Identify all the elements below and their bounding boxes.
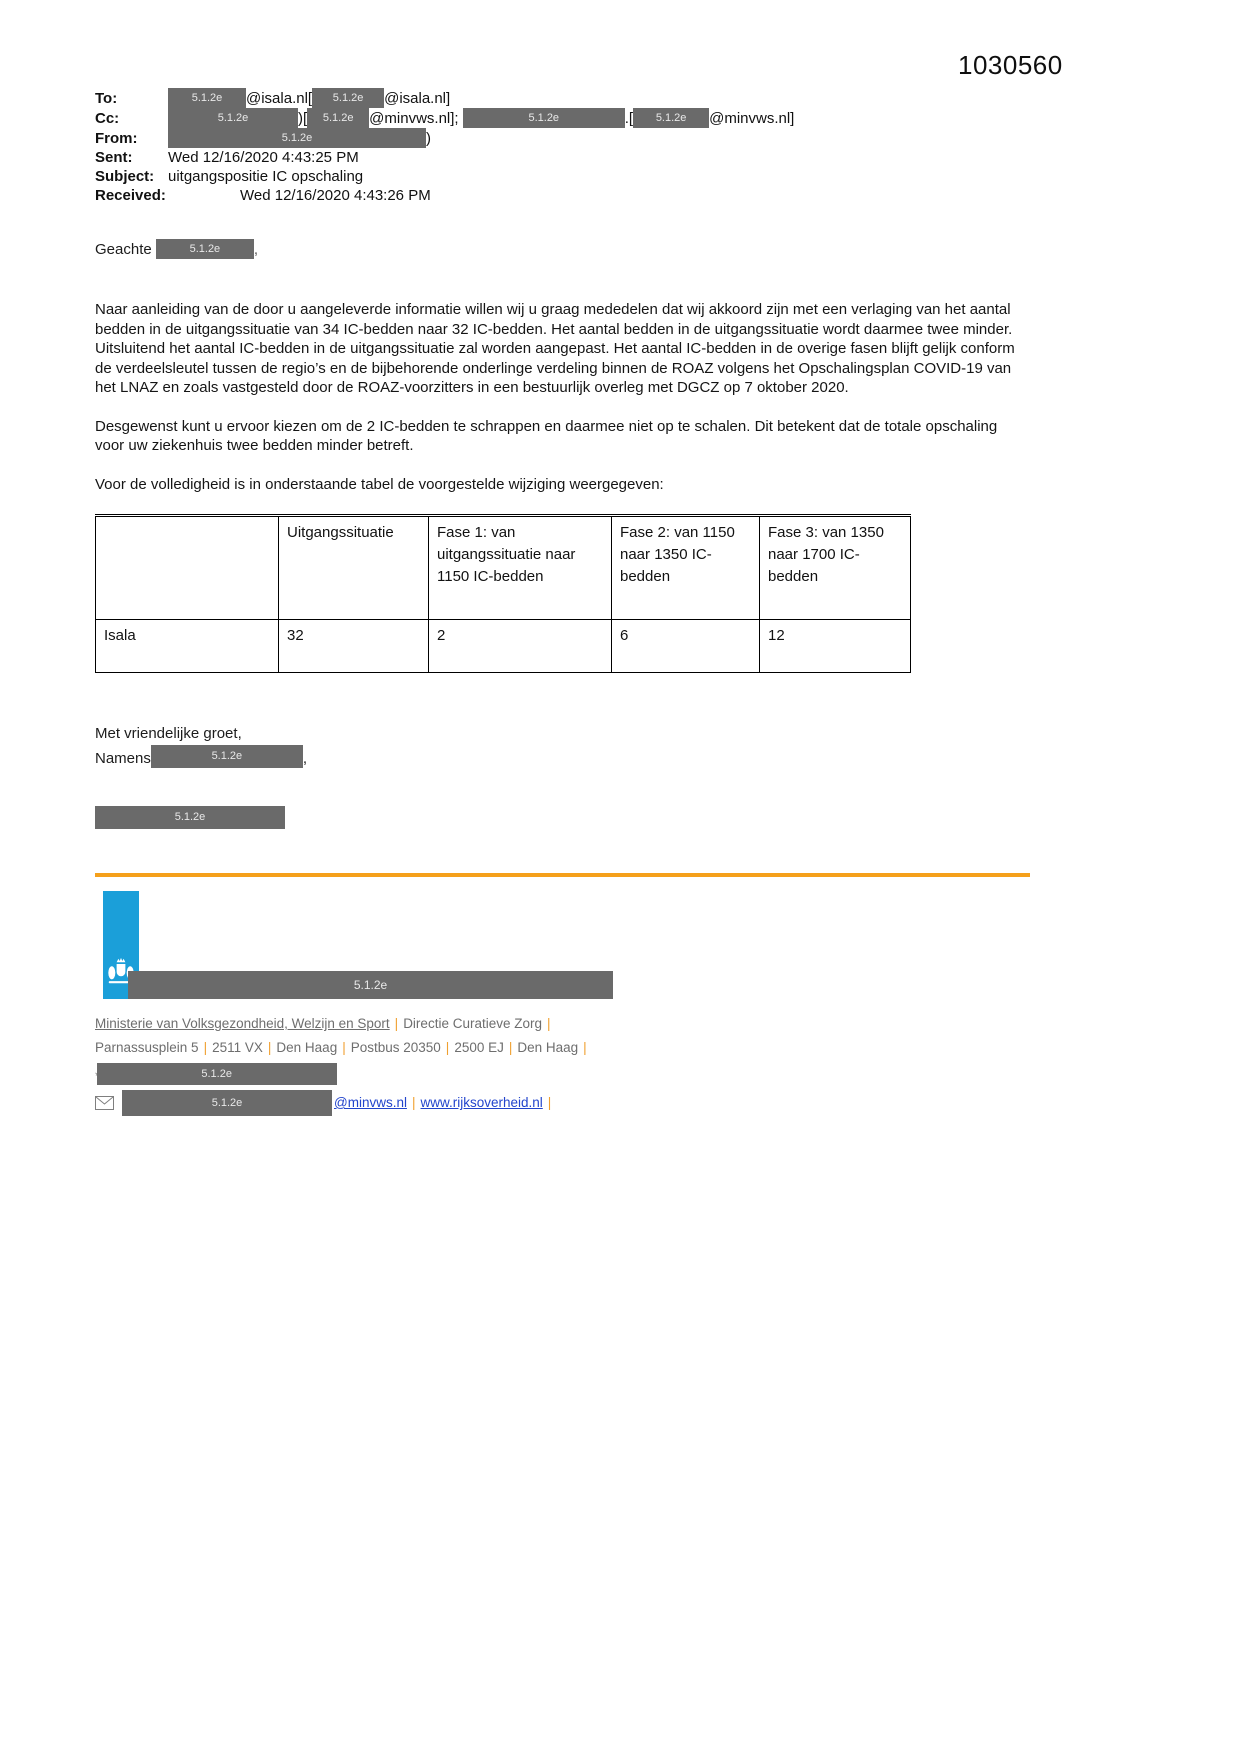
salutation-prefix: Geachte	[95, 241, 152, 258]
email-header	[95, 88, 1035, 205]
ministry-link[interactable]: Ministerie van Volksgezondheid, Welzijn en Sport	[95, 1016, 390, 1031]
ic-beds-table	[95, 514, 911, 673]
sent-label: Sent:	[95, 149, 133, 166]
body-paragraph-1: Naar aanleiding van de door u aangeleverde informatie willen wij u graag mededelen dat wij akkoord zijn met een verlaging van het aantal bedden in de uitgangssituatie van 34 IC-bedden naar 32 IC-bedden. Het aantal bedden in de uitgangssituatie wordt daarmee twee minder. Uitsluitend het aantal IC-bedden in de uitgangssituatie zal worden aangepast. Het aantal IC-bedden in de overige fasen blijft gelijk conform de verdeelsleutel tussen de regio’s en de bijbehorende onderlinge verdeling binnen de ROAZ volgens het Opschalingsplan COVID-19 van het LNAZ en zoals vastgesteld door de ROAZ-voorzitters in een bestuurlijk overleg met DGCZ op 7 oktober 2020.	[95, 301, 1015, 396]
body-paragraph-3: Voor de volledigheid is in onderstaande tabel de voorgestelde wijziging weergegeven:	[95, 475, 664, 493]
redaction-box: 5.1.2e	[168, 128, 426, 148]
redaction-box: 5.1.2e	[151, 745, 303, 768]
redaction-box: 5.1.2e	[168, 108, 298, 128]
pipe-separator: |	[203, 1040, 208, 1055]
table-cell-uitgangssituatie: 32	[279, 620, 429, 673]
footer-org-line	[95, 1012, 1035, 1036]
redaction-box: 5.1.2e	[97, 1063, 337, 1085]
redaction-box: 5.1.2e	[463, 108, 625, 128]
pipe-separator: |	[508, 1040, 513, 1055]
subject-label: Subject:	[95, 168, 155, 185]
pipe-separator: |	[547, 1095, 552, 1110]
pipe-separator: |	[394, 1016, 399, 1031]
cc-value-part: )[	[298, 110, 308, 127]
footer-logo-area	[95, 891, 1030, 999]
namens-suffix: ,	[302, 750, 308, 767]
pipe-separator: |	[342, 1040, 346, 1055]
cc-value-part: .[	[624, 110, 634, 127]
namens-prefix: Namens	[95, 750, 151, 767]
table-header-fase2: Fase 2: van 1150 naar 1350 IC-bedden	[612, 516, 760, 620]
address-part: Den Haag	[276, 1040, 338, 1055]
pipe-separator: |	[583, 1040, 587, 1055]
pipe-separator: |	[267, 1040, 272, 1055]
table-row	[96, 620, 911, 673]
from-value-part: )	[426, 130, 431, 147]
table-header-empty	[96, 516, 279, 620]
address-part: Den Haag	[517, 1040, 579, 1055]
website-link[interactable]: www.rijksoverheid.nl	[420, 1095, 543, 1110]
document-number: 1030560	[958, 50, 1063, 80]
pipe-separator: |	[445, 1040, 450, 1055]
body-paragraph-2: Desgewenst kunt u ervoor kiezen om de 2 IC-bedden te schrappen en daarmee niet op te schalen. Dit betekent dat de totale opschaling voor uw ziekenhuis twee bedden minder betreft.	[95, 417, 998, 454]
address-part: Parnassusplein 5	[95, 1040, 199, 1055]
envelope-icon	[95, 1096, 114, 1110]
subject-value: uitgangspositie IC opschaling	[168, 168, 364, 185]
address-part: 2500 EJ	[454, 1040, 504, 1055]
signature-redaction-line	[95, 806, 1035, 829]
table-header-uitgangssituatie: Uitgangssituatie	[279, 516, 429, 620]
department-label: Directie Curatieve Zorg	[403, 1016, 542, 1031]
cc-value-part: @minvws.nl];	[369, 110, 459, 127]
table-header-fase1: Fase 1: van uitgangssituatie naar 1150 IC-bedden	[429, 516, 612, 620]
redaction-box: 5.1.2e	[128, 971, 613, 999]
closing-line: Met vriendelijke groet,	[95, 725, 242, 742]
redaction-box: 5.1.2e	[312, 88, 384, 108]
redaction-box: 5.1.2e	[307, 108, 369, 128]
email-link[interactable]: @minvws.nl	[334, 1095, 407, 1110]
received-value: Wed 12/16/2020 4:43:26 PM	[240, 187, 431, 204]
redaction-box: 5.1.2e	[168, 88, 246, 108]
namens-line	[95, 745, 1035, 770]
from-label: From:	[95, 130, 138, 147]
to-value-part: @isala.nl[	[246, 90, 313, 107]
table-header-row	[96, 516, 911, 620]
table-cell-fase3: 12	[760, 620, 911, 673]
header-row-from	[95, 128, 1035, 148]
header-row-to	[95, 88, 1035, 108]
received-label: Received:	[95, 187, 166, 204]
pipe-separator: |	[411, 1095, 416, 1110]
salutation-suffix: ,	[253, 241, 259, 258]
to-value-part: @isala.nl]	[384, 90, 451, 107]
address-part: 2511 VX	[212, 1040, 263, 1055]
redaction-box: 5.1.2e	[156, 239, 254, 259]
address-part: Postbus 20350	[350, 1040, 441, 1055]
orange-divider	[95, 873, 1030, 877]
footer-address-line	[95, 1036, 1035, 1060]
redaction-box: 5.1.2e	[122, 1090, 332, 1116]
sent-value: Wed 12/16/2020 4:43:25 PM	[168, 149, 359, 166]
footer-email-line	[95, 1090, 1035, 1116]
table-cell-hospital: Isala	[96, 620, 279, 673]
header-row-cc	[95, 108, 1035, 128]
signature-block	[95, 723, 1035, 770]
cc-value-part: @minvws.nl]	[709, 110, 795, 127]
header-row-sent	[95, 148, 1035, 167]
cc-label: Cc:	[95, 110, 120, 127]
table-header-fase3: Fase 3: van 1350 naar 1700 IC-bedden	[760, 516, 911, 620]
redaction-box: 5.1.2e	[95, 806, 285, 829]
pipe-separator: |	[546, 1016, 551, 1031]
to-label: To:	[95, 90, 118, 107]
table-cell-fase1: 2	[429, 620, 612, 673]
salutation	[95, 239, 1035, 260]
footer-phone-line	[95, 1063, 1035, 1088]
table-cell-fase2: 6	[612, 620, 760, 673]
redaction-box: 5.1.2e	[633, 108, 709, 128]
header-row-subject	[95, 167, 1035, 186]
header-row-received	[95, 186, 1035, 205]
